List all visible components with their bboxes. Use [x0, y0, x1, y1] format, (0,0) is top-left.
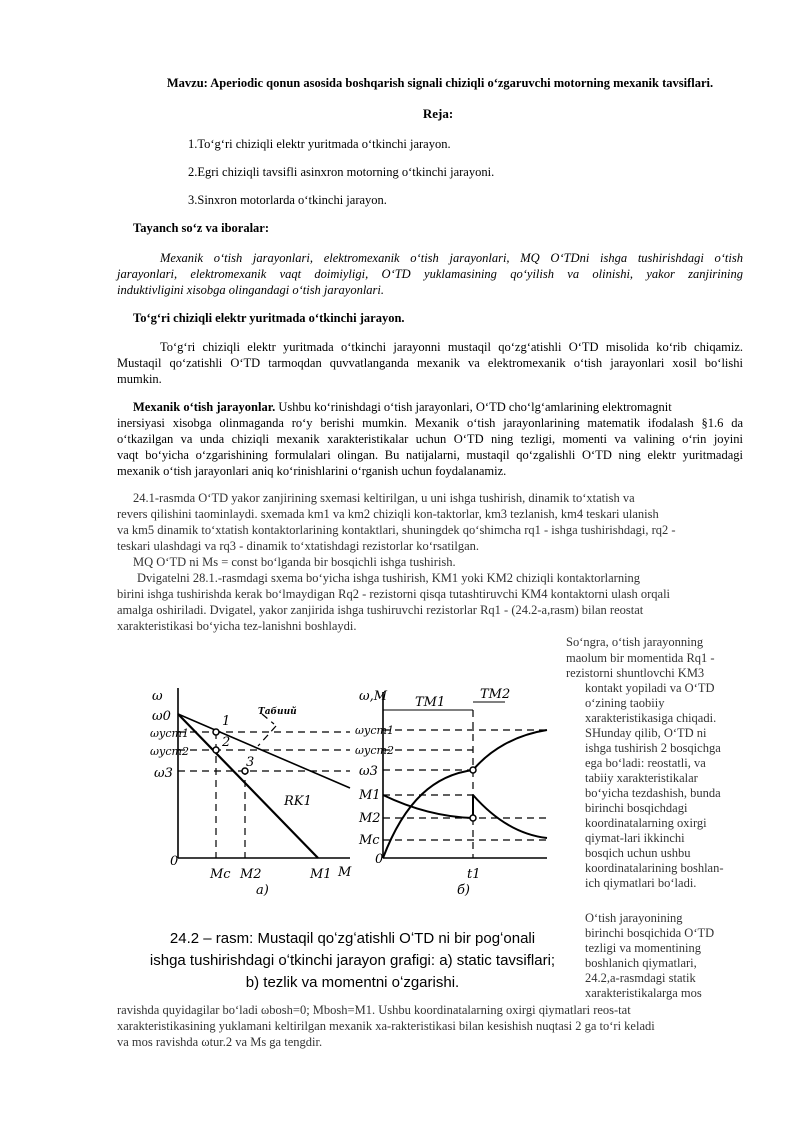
side-line-8: ishga tushirish 2 bosqichga: [585, 741, 721, 755]
fig-a-w0: ω0: [152, 709, 171, 724]
gray-line-5: MQ OʻTD ni Ms = const boʻlganda bir bosqichli ishga tushirish.: [133, 555, 456, 569]
figure-caption: [140, 928, 565, 994]
side-line-16: koordinatalarining boshlan-: [585, 861, 724, 875]
fig-a-natural-line: [178, 714, 350, 788]
side2-line-1: Oʻtish jarayonining: [585, 911, 683, 925]
fig-b-tm2: TM2: [480, 687, 511, 702]
side-line-13: koordinatalarning oxirgi: [585, 816, 707, 830]
tayanch-line-1: Mexanik oʻtish jarayonlari, elektromexanik oʻtish jarayonlari, MQ OʻTDni ishga tushirishdagi oʻtish: [160, 251, 743, 265]
gray-line-9: xarakteristikasi boʻyicha tez-lanishni boshlaydi.: [117, 619, 357, 633]
side2-line-2: birinchi bosqichida OʻTD: [585, 926, 715, 940]
caption-line-3: b) tezlik va momentni oʻzgarishi.: [245, 974, 460, 991]
side-line-10: tabiiy xarakteristikalar: [585, 771, 698, 785]
side-line-3: rezistorni shuntlovchi KM3: [566, 666, 705, 680]
fig-b-point-torque: [470, 815, 476, 821]
fig-a-mc: Mc: [210, 867, 231, 882]
fig-a-wust2: ωуст2: [150, 745, 189, 758]
fig-b-w3: ω3: [359, 764, 378, 779]
fig-a-rk1-label: RK1: [284, 794, 312, 809]
reja-item-2: 2.Egri chiziqli tavsifli asinxron motorning oʻtkinchi jarayoni.: [188, 165, 495, 179]
mexanik-line-1: [133, 399, 743, 415]
fig-a-sublabel: a): [256, 883, 269, 898]
side-line-15: bosqich uchun ushbu: [585, 846, 691, 860]
mexanik-line-3: oʻtkazilgan va unda chiziqli mexanik xarakteristikalar uchun OʻTD ning tezligi, momenti va valining oʻrin joyini: [117, 432, 743, 446]
fig-b-torque-curve-1: [383, 795, 473, 818]
fig-b-m2: M2: [359, 811, 381, 826]
tayanch-line-2: jarayonlari, elektromexanik vaqt doimiyligi, OʻTD yuklamasining qoʻyilish va olinishi, yakor zanjirining: [117, 267, 743, 281]
section-heading: Toʻgʻri chiziqli elektr yuritmada oʻtkinchi jarayon.: [133, 311, 405, 325]
fig-b-point-speed: [470, 767, 476, 773]
fig-b-speed-curve-2: [473, 730, 547, 770]
side2-line-4: boshlanich qiymatlari,: [585, 956, 697, 970]
page-title: Mavzu: Aperiodic qonun asosida boshqarish signali chiziqli oʻzgaruvchi motorning mexanik tavsiflari.: [166, 76, 714, 90]
section-para-line-3: mumkin.: [117, 372, 162, 386]
side-line-17: ich qiymatlari boʻladi.: [585, 876, 697, 890]
fig-b-y-label: ω,M: [359, 689, 388, 704]
fig-b-wust1: ωуст1: [355, 724, 394, 737]
side-line-6: xarakteristikasiga chiqadi.: [585, 711, 717, 725]
bottom-line-2: xarakteristikasining yuklamani keltirilgan mexanik xa-rakteristikasi bilan kesishish nuqtasi 2 ga toʻri keladi: [117, 1019, 655, 1033]
caption-line-1: 24.2 – rasm: Mustaqil qoʻzgʻatishli OʻTD ni bir pogʻonali: [169, 930, 536, 947]
bottom-line-3: va mos ravishda ωtur.2 va Ms ga tengdir.: [117, 1035, 323, 1049]
side-line-11: boʻyicha tezdashish, bunda: [585, 786, 721, 800]
section-para-line-2: Mustaqil qoʻzatishli OʻTD tarmoqdan quvvatlanganda mexanik va elektromexanik oʻtish jarayonlari xosil boʻlishi: [117, 356, 743, 370]
fig-b-wust2: ωуст2: [355, 744, 394, 757]
side-line-5: oʻzining taobiiy: [585, 696, 665, 710]
side-line-12: birinchi bosqichdagi: [585, 801, 688, 815]
gray-line-8: amalga oshiriladi. Dvigatel, yakor zanjirida ishga tushiruvchi rezistorlar Rq1 - (24.2-a,rasm) bilan reostat: [117, 603, 644, 617]
side2-line-3: tezligi va momentining: [585, 941, 701, 955]
figure-b: [355, 680, 550, 905]
reja-item-3: 3.Sinxron motorlarda oʻtkinchi jarayon.: [188, 193, 387, 207]
mexanik-line-4: vaqt boʻyicha oʻzgarishining formulalari olingan. Bu natijalarni, mustaqil qoʻzgalishli OʻTD ning elektr yuritmadagi: [117, 448, 743, 462]
fig-b-speed-curve-1: [383, 770, 473, 858]
gray-line-2: revers qilishini taominlaydi. sxemada km1 va km2 chiziqli kon-taktorlar, km3 tezlanish, km4 teskari ulanish: [117, 507, 659, 521]
section-para-line-1: Toʻgʻri chiziqli elektr yuritmada oʻtkinchi jarayonni mustaqil qoʻzgʻatishli OʻTD misolida koʻrib chiqamiz.: [160, 340, 743, 354]
fig-a-label-3: 3: [246, 755, 255, 770]
fig-b-m1: M1: [359, 788, 381, 803]
gray-line-1: 24.1-rasmda OʻTD yakor zanjirining sxemasi keltirilgan, u uni ishga tushirish, dinamik toʻxtatish va: [133, 491, 635, 505]
reja-item-1: 1.Toʻgʻri chiziqli elektr yuritmada oʻtkinchi jarayon.: [188, 137, 451, 151]
side-line-4: kontakt yopiladi va OʻTD: [585, 681, 715, 695]
fig-a-rk1-line: [178, 714, 318, 858]
side-line-14: qiymat-lari ikkinchi: [585, 831, 685, 845]
gray-line-6: Dvigatelni 28.1.-rasmdagi sxema boʻyicha ishga tushirish, KM1 yoki KM2 chiziqli kontaktorlarning: [137, 571, 641, 585]
side-line-9: ega boʻladi: reostatli, va: [585, 756, 706, 770]
fig-a-origin: 0: [170, 854, 179, 869]
fig-a-m1: M1: [310, 867, 332, 882]
fig-a-y-label: ω: [152, 689, 163, 704]
side-line-2: maolum bir momentida Rq1 -: [566, 651, 715, 665]
side2-line-6: xarakteristikalarga mos: [585, 986, 702, 1000]
caption-line-2: ishga tushirishdagi oʻtkinchi jarayon grafigi: a) static tavsiflari;: [149, 952, 556, 969]
fig-b-t1: t1: [467, 867, 481, 882]
figure-a: [150, 680, 355, 905]
tayanch-line-3: induktivligini xisobga olingandagi oʻtish jarayonlari.: [117, 283, 385, 297]
reja-heading: Reja:: [422, 106, 454, 121]
fig-a-x-label: M: [338, 865, 352, 880]
fig-a-label-1: 1: [222, 714, 231, 729]
mexanik-line-1-text: Ushbu koʻrinishdagi oʻtish jarayonlari, OʻTD choʻlgʻamlarining elektromagnit: [275, 400, 672, 414]
fig-b-torque-curve-2: [473, 795, 547, 838]
gray-line-4: teskari ulashdagi va rq3 - dinamik toʻxtatishdagi rezistorlar koʻrsatilgan.: [117, 539, 480, 553]
fig-b-tm1: TM1: [415, 695, 446, 710]
fig-b-mc: Mc: [359, 833, 380, 848]
fig-a-label-2: 2: [222, 735, 231, 750]
side-line-1: Soʻngra, oʻtish jarayonning: [566, 635, 704, 649]
fig-a-m2: M2: [240, 867, 262, 882]
mexanik-line-2: inersiyasi xisobga olinmaganda roʻy berishi mumkin. Mexanik oʻtish jarayonlarining matematik ifodalash §1.6 da: [117, 416, 743, 430]
gray-line-3: va km5 dinamik toʻxtatish kontaktorlarining kontaktlari, shuningdek qoʻshimcha rq1 - ishga tushirishdagi, rq2 -: [117, 523, 676, 537]
mexanik-lead: Mexanik oʻtish jarayonlar.: [133, 400, 276, 414]
side2-line-5: 24.2,a-rasmdagi statik: [585, 971, 696, 985]
bottom-line-1: ravishda quyidagilar boʻladi ωbosh=0; Mbosh=M1. Ushbu koordinatalarning oxirgi qiymatlari reos-tat: [117, 1003, 631, 1017]
side-line-7: SHunday qilib, OʻTD ni: [585, 726, 707, 740]
fig-a-natural-label: Табиий: [258, 707, 297, 717]
fig-a-point-2: [213, 747, 219, 753]
fig-b-sublabel: б): [457, 883, 471, 898]
fig-a-w3: ω3: [154, 766, 173, 781]
fig-a-point-1: [213, 729, 219, 735]
tayanch-heading: Tayanch soʻz va iboralar:: [133, 221, 269, 235]
fig-b-origin: 0: [375, 852, 384, 867]
gray-line-7: birini ishga tushirishda kerak boʻlmaydigan Rq2 - rezistorni qisqa tutashtiruvchi KM4 kontaktorni ulash orqali: [117, 587, 671, 601]
fig-a-wust1: ωуст1: [150, 727, 189, 740]
mexanik-line-5: mexanik oʻtish jarayonlari aniq koʻrinishlarini oʻrganish uchun foydalanamiz.: [117, 464, 507, 478]
